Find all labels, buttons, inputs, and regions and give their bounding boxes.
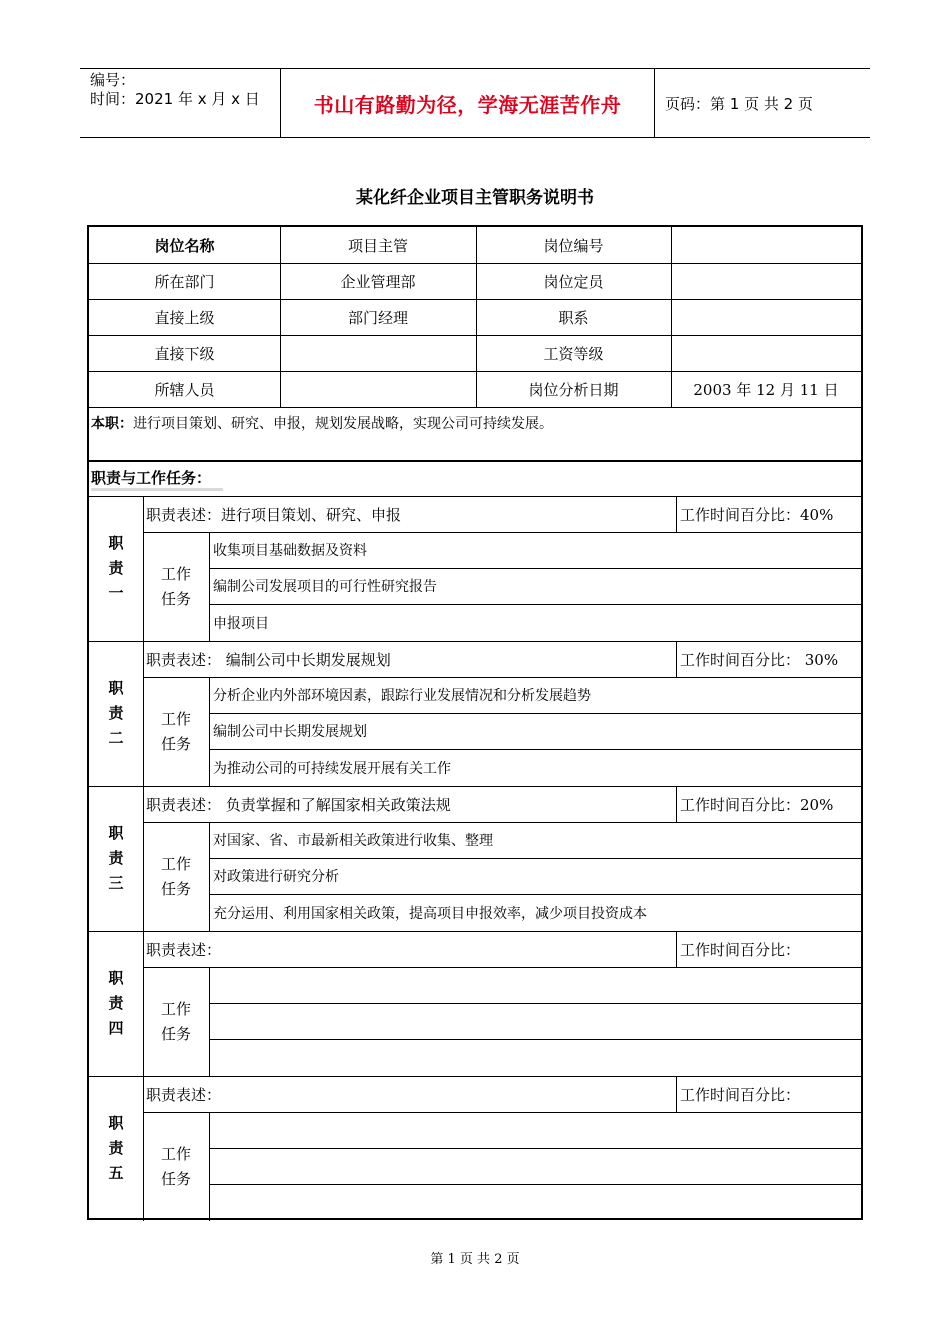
document-title: 某化纤企业项目主管职务说明书 [356, 188, 594, 208]
task-label: 工作 任务 [160, 709, 191, 753]
info-label: 职系 [558, 308, 589, 327]
info-label: 岗位分析日期 [528, 380, 619, 399]
info-value: 企业管理部 [340, 272, 416, 291]
info-label: 所辖人员 [154, 380, 215, 399]
info-label: 工资等级 [543, 344, 604, 363]
task-item: 对政策进行研究分析 [213, 869, 339, 885]
info-value: 项目主管 [347, 236, 408, 255]
duty-description: 职责表述：进行项目策划、研究、申报 [146, 505, 402, 524]
job-description-table [87, 225, 863, 1220]
benzhi-row [91, 413, 859, 433]
info-value [671, 299, 861, 335]
info-value [671, 335, 861, 371]
task-item: 对国家、省、市最新相关政策进行收集、整理 [213, 833, 493, 849]
benzhi-label: 本职： [91, 416, 133, 432]
info-label: 直接下级 [154, 344, 215, 363]
info-value: 2003 年 12 月 11 日 [693, 380, 839, 399]
duty-percent: 工作时间百分比：40% [680, 505, 834, 524]
task-label: 工作 任务 [160, 1144, 191, 1188]
task-item: 为推动公司的可持续发展开展有关工作 [213, 760, 451, 777]
benzhi-text: 进行项目策划、研究、申报，规划发展战略，实现公司可持续发展。 [133, 416, 553, 432]
task-item: 申报项目 [213, 615, 269, 632]
header-motto: 书山有路勤为径，学海无涯苦作舟 [281, 69, 655, 137]
code-label: 编号： [90, 71, 136, 89]
task-item: 编制公司中长期发展规划 [213, 724, 367, 740]
duty-name: 职 责 五 [108, 1114, 124, 1182]
info-label: 所在部门 [154, 272, 215, 291]
task-item: 收集项目基础数据及资料 [213, 543, 367, 559]
duty-name: 职 责 二 [108, 679, 124, 747]
task-item: 充分运用、利用国家相关政策，提高项目申报效率，减少项目投资成本 [213, 905, 647, 922]
duty-description: 职责表述： 负责掌握和了解国家相关政策法规 [146, 795, 451, 814]
info-value [280, 335, 476, 371]
duty-description: 职责表述： [146, 1085, 222, 1104]
info-label: 岗位编号 [543, 236, 604, 255]
duty-percent: 工作时间百分比：20% [680, 795, 834, 814]
duty-percent: 工作时间百分比： [680, 1085, 801, 1104]
time-label: 时间：2021 年 x 月 x 日 [90, 90, 260, 108]
header-page-info: 页码：第 1 页 共 2 页 [665, 94, 813, 113]
duty-description: 职责表述： 编制公司中长期发展规划 [146, 650, 391, 669]
task-label: 工作 任务 [160, 564, 191, 608]
task-item [209, 1112, 861, 1148]
duty-name: 职 责 一 [108, 534, 124, 602]
header-meta [80, 69, 281, 137]
task-item [209, 1003, 861, 1039]
page-header [80, 68, 870, 138]
info-value [671, 227, 861, 263]
info-label: 岗位名称 [154, 236, 215, 255]
duty-name: 职 责 三 [108, 824, 124, 892]
task-item: 编制公司发展项目的可行性研究报告 [213, 579, 437, 595]
info-value [671, 263, 861, 299]
task-item: 分析企业内外部环境因素，跟踪行业发展情况和分析发展趋势 [213, 688, 591, 704]
info-value [280, 371, 476, 407]
duties-heading-text: 职责与工作任务： [91, 467, 223, 491]
task-item [209, 967, 861, 1003]
duty-percent: 工作时间百分比： 30% [680, 650, 839, 669]
info-label: 岗位定员 [543, 272, 604, 291]
duty-description: 职责表述： [146, 940, 222, 959]
task-item [209, 1184, 861, 1221]
info-value: 部门经理 [347, 308, 408, 327]
duties-heading [91, 462, 223, 496]
task-label: 工作 任务 [160, 854, 191, 898]
page-footer: 第 1 页 共 2 页 [430, 1252, 520, 1267]
duty-name: 职 责 四 [108, 969, 124, 1037]
task-item [209, 1039, 861, 1076]
task-item [209, 1148, 861, 1184]
task-label: 工作 任务 [160, 999, 191, 1043]
duty-percent: 工作时间百分比： [680, 940, 801, 959]
info-label: 直接上级 [154, 308, 215, 327]
